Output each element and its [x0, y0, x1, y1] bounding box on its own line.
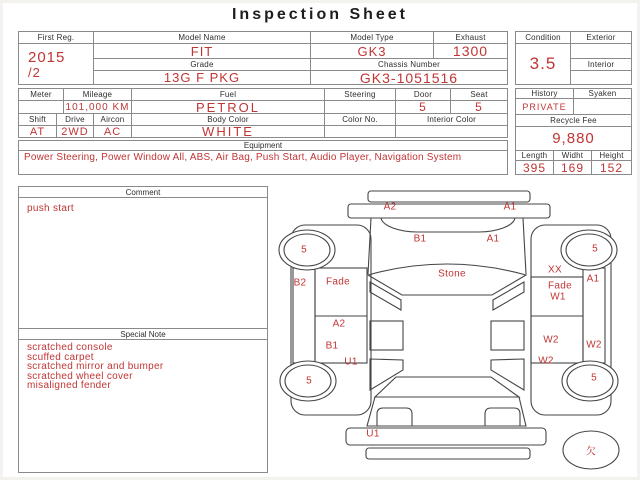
syaken-label: Syaken [574, 89, 631, 99]
shift-label: Shift [19, 114, 57, 126]
interior-color-value [396, 126, 507, 137]
damage-mark: W2 [586, 339, 602, 351]
damage-mark: 5 [301, 244, 307, 256]
car-outline-drawing [275, 189, 638, 475]
history-label: History [516, 89, 574, 99]
damage-mark: XX [548, 264, 562, 276]
special-note-item: scuffed carpet [27, 351, 94, 363]
aircon-value: AC [94, 126, 132, 137]
equipment-box [18, 140, 508, 175]
equipment-text: Power Steering, Power Window All, ABS, Air Bag, Push Start, Audio Player, Navigation System [24, 152, 462, 163]
color-no-value [325, 126, 396, 137]
chassis-number-value: GK3-1051516 [359, 71, 459, 84]
comment-label: Comment [19, 187, 267, 198]
height-value: 152 [599, 161, 624, 174]
first-reg-label: First Reg. [19, 32, 94, 44]
exterior-value [571, 44, 631, 59]
damage-mark: A1 [486, 233, 500, 245]
history-table [515, 88, 632, 175]
mileage-value: 101,000 KM [64, 101, 132, 114]
damage-mark: B2 [293, 277, 307, 289]
cabin-windows [370, 282, 524, 390]
steering-value [325, 101, 396, 114]
car-damage-diagram [275, 189, 638, 475]
damage-mark: A2 [332, 318, 346, 330]
syaken-value [574, 99, 631, 115]
damage-mark: W1 [550, 291, 566, 303]
width-value: 169 [554, 161, 592, 174]
model-type-label: Model Type [311, 32, 434, 44]
hood [368, 218, 526, 274]
door-label: Door [396, 89, 451, 101]
specs-table [18, 88, 508, 138]
damage-mark: B1 [413, 233, 427, 245]
history-value: PRIVATE [516, 99, 574, 115]
length-value: 395 [516, 161, 554, 174]
interior-color-label: Interior Color [396, 114, 507, 126]
color-no-label: Color No. [325, 114, 396, 126]
first-reg-year: 2015 [28, 48, 66, 66]
interior-value [571, 71, 631, 84]
body-color-label: Body Color [132, 114, 325, 126]
damage-mark: 欠 [585, 446, 597, 458]
damage-mark: W2 [543, 334, 559, 346]
steering-label: Steering [325, 89, 396, 101]
page-title: Inspection Sheet [231, 6, 409, 23]
special-note-item: scratched wheel cover [27, 370, 133, 382]
exhaust-label: Exhaust [434, 32, 507, 44]
special-note-item: misaligned fender [27, 380, 112, 392]
first-reg-value [19, 44, 94, 84]
damage-mark: U1 [344, 356, 358, 368]
fuel-label: Fuel [132, 89, 325, 101]
interior-label: Interior [571, 59, 631, 71]
damage-mark: U1 [366, 428, 380, 440]
grade-value: 13G F PKG [94, 71, 311, 84]
drive-label: Drive [57, 114, 94, 126]
seat-value: 5 [451, 101, 507, 114]
condition-value: 3.5 [516, 44, 571, 84]
recycle-fee-value: 9,880 [516, 127, 631, 151]
damage-mark: 5 [306, 375, 312, 387]
damage-mark: A2 [383, 201, 397, 213]
damage-mark: Stone [438, 268, 466, 280]
special-note-label: Special Note [19, 328, 267, 340]
meter-value [19, 101, 64, 114]
meter-label: Meter [19, 89, 64, 101]
recycle-fee-label: Recycle Fee [516, 115, 631, 127]
damage-mark: 5 [592, 243, 598, 255]
shift-value: AT [19, 126, 57, 137]
model-type-value: GK3 [311, 44, 434, 59]
comment-text: push start [27, 203, 74, 214]
length-label: Length [516, 151, 554, 161]
vehicle-info-table [18, 31, 508, 85]
seat-label: Seat [451, 89, 507, 101]
width-label: Widht [554, 151, 592, 161]
damage-mark: A1 [586, 273, 600, 285]
exhaust-value: 1300 [434, 44, 507, 59]
special-note-list [19, 340, 267, 472]
model-name-value: FIT [94, 44, 311, 59]
model-name-label: Model Name [94, 32, 311, 44]
special-note-item: scratched console [27, 342, 113, 353]
drive-value: 2WD [57, 126, 94, 137]
damage-mark: Fade [326, 276, 350, 288]
rear-hatch [367, 377, 526, 426]
damage-mark: A1 [503, 201, 517, 213]
chassis-number-label: Chassis Number [311, 59, 507, 71]
exterior-label: Exterior [571, 32, 631, 44]
comment-box [18, 186, 268, 473]
special-note-item: scratched mirror and bumper [27, 361, 164, 373]
first-reg-month: /2 [28, 64, 41, 80]
door-value: 5 [396, 101, 451, 114]
equipment-label: Equipment [19, 141, 507, 151]
body-color-value: WHITE [132, 126, 325, 137]
aircon-label: Aircon [94, 114, 132, 126]
front-bumper [348, 191, 550, 218]
damage-mark: B1 [325, 340, 339, 352]
height-label: Height [592, 151, 631, 161]
damage-mark: 5 [591, 372, 597, 384]
fuel-value: PETROL [132, 101, 325, 114]
damage-mark: Fade [548, 280, 572, 292]
grade-label: Grade [94, 59, 311, 71]
condition-label: Condition [516, 32, 571, 44]
mileage-label: Mileage [64, 89, 132, 101]
damage-mark: W2 [538, 355, 554, 367]
condition-table [515, 31, 632, 85]
